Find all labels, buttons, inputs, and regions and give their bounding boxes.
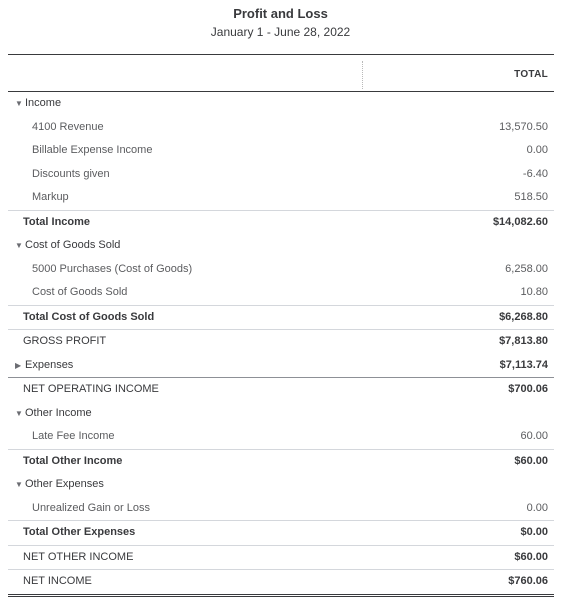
row-label: Total Other Expenses [23, 526, 136, 538]
row-amount[interactable]: 13,570.50 [499, 120, 548, 133]
report-header [0, 0, 561, 48]
row-amount[interactable]: $0.00 [520, 526, 548, 538]
section-cost-of-goods-sold[interactable] [8, 234, 554, 258]
row-billable-expense-income[interactable] [8, 139, 554, 163]
section-label: Income [25, 97, 62, 109]
caret-down-icon[interactable]: ▼ [15, 99, 23, 108]
total-column-header[interactable]: TOTAL [514, 69, 548, 80]
row-label: Cost of Goods Sold [32, 286, 128, 298]
row-amount[interactable]: 60.00 [520, 430, 548, 442]
row-amount[interactable]: 10.80 [520, 286, 548, 298]
row-label: Billable Expense Income [32, 144, 153, 156]
row-amount[interactable]: $760.06 [508, 575, 548, 587]
row-label: 4100 Revenue [32, 120, 104, 133]
row-label: GROSS PROFIT [23, 335, 107, 347]
section-other-income[interactable] [8, 402, 554, 426]
row-cost-of-goods-sold[interactable] [8, 281, 554, 305]
row-amount[interactable]: -6.40 [522, 167, 548, 180]
column-header-row [8, 55, 554, 92]
row-amount[interactable]: $700.06 [508, 383, 548, 395]
column-divider[interactable] [362, 61, 363, 89]
section-label: Cost of Goods Sold [25, 239, 121, 251]
row-4100-revenue[interactable] [8, 116, 554, 140]
row-label: Markup [32, 191, 69, 203]
row-net-operating-income[interactable] [8, 378, 554, 402]
report-date-range: January 1 - June 28, 2022 [210, 25, 351, 39]
section-expenses[interactable] [8, 354, 554, 379]
row-label: Total Other Income [23, 454, 123, 467]
row-amount[interactable]: $6,268.80 [499, 310, 548, 323]
section-other-expenses[interactable] [8, 473, 554, 497]
row-net-income[interactable] [8, 569, 554, 597]
row-amount[interactable]: 6,258.00 [505, 262, 548, 275]
row-discounts-given[interactable] [8, 163, 554, 187]
row-amount[interactable]: 0.00 [526, 501, 548, 514]
row-label: Late Fee Income [32, 430, 115, 442]
row-late-fee-income[interactable] [8, 425, 554, 449]
section-label: Other Income [25, 406, 92, 419]
row-gross-profit[interactable] [8, 329, 554, 354]
row-amount[interactable]: $14,082.60 [492, 215, 548, 228]
row-amount[interactable]: 0.00 [526, 144, 548, 156]
caret-down-icon[interactable]: ▼ [15, 241, 23, 250]
profit-loss-table [8, 54, 554, 597]
row-amount[interactable]: $60.00 [514, 454, 548, 467]
row-total-other-expenses[interactable] [8, 520, 554, 545]
row-total-cogs[interactable] [8, 305, 554, 330]
section-label: Other Expenses [25, 478, 104, 490]
caret-down-icon[interactable]: ▼ [15, 480, 23, 489]
caret-down-icon[interactable]: ▼ [15, 408, 23, 418]
section-label: Expenses [25, 358, 74, 371]
section-income[interactable] [8, 92, 554, 116]
row-label: Total Income [23, 215, 91, 228]
row-5000-purchases[interactable] [8, 258, 554, 282]
row-label: Discounts given [32, 167, 110, 180]
row-total-other-income[interactable] [8, 449, 554, 474]
caret-right-icon[interactable]: ▶ [15, 360, 22, 370]
row-markup[interactable] [8, 186, 554, 210]
row-label: NET OPERATING INCOME [23, 383, 159, 395]
row-label: Total Cost of Goods Sold [23, 310, 155, 323]
row-label: NET OTHER INCOME [23, 550, 134, 563]
row-label: NET INCOME [23, 575, 92, 587]
row-amount[interactable]: $7,113.74 [499, 358, 548, 371]
row-label: Unrealized Gain or Loss [32, 501, 151, 514]
row-total-income[interactable] [8, 210, 554, 235]
row-amount[interactable]: $60.00 [514, 550, 548, 563]
row-net-other-income[interactable] [8, 545, 554, 570]
row-amount[interactable]: 518.50 [514, 191, 548, 203]
report-title: Profit and Loss [233, 6, 328, 21]
row-unrealized-gain-loss[interactable] [8, 497, 554, 521]
row-amount[interactable]: $7,813.80 [499, 335, 548, 347]
row-label: 5000 Purchases (Cost of Goods) [32, 262, 193, 275]
